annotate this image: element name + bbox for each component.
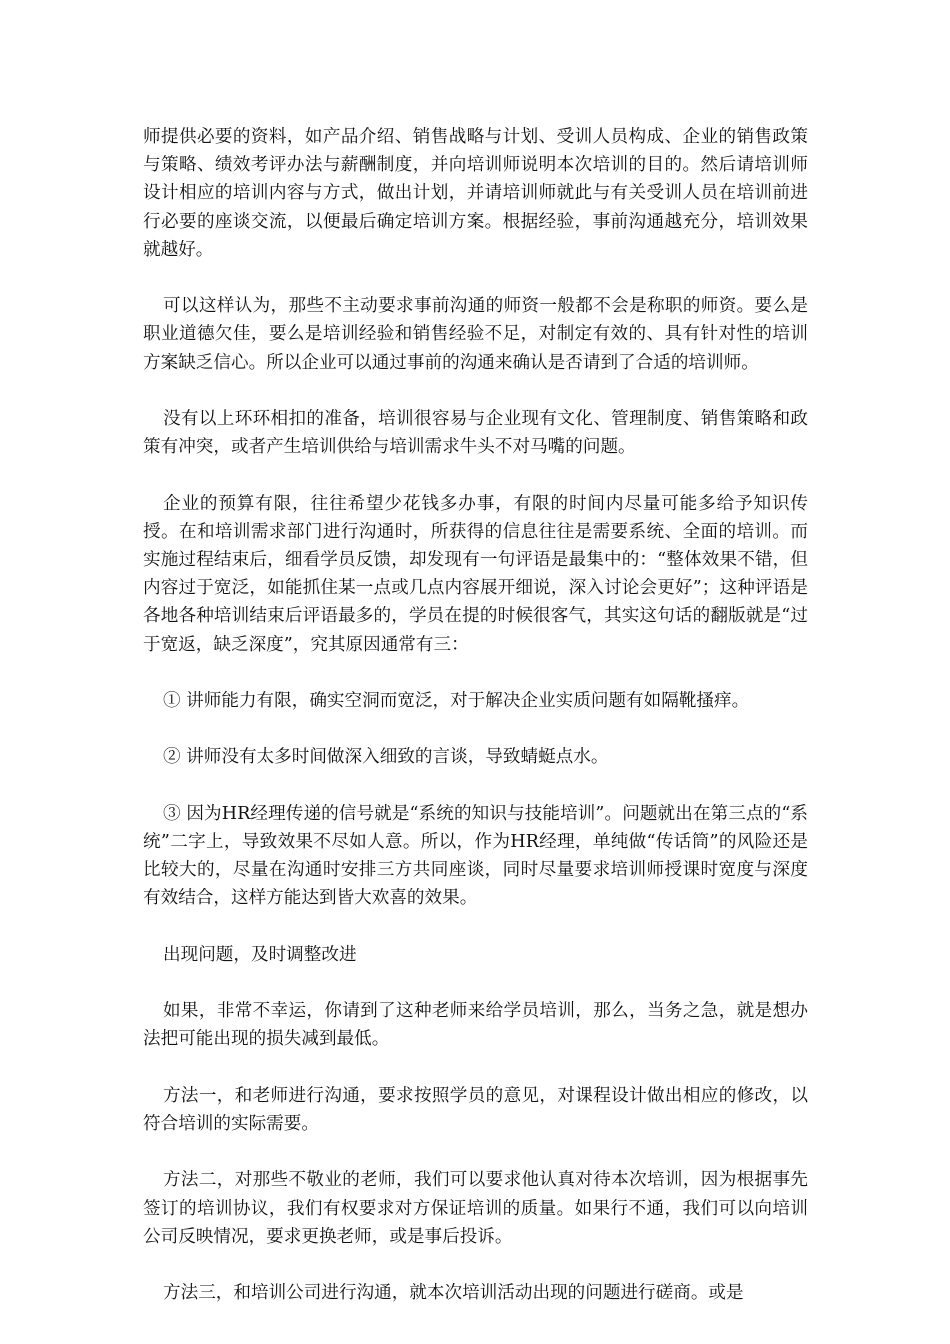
paragraph-2: 可以这样认为，那些不主动要求事前沟通的师资一般都不会是称职的师资。要么是职业道德欠佳，要么是培训经验和销售经验不足，对制定有效的、具有针对性的培训方案缺乏信心。所以企业可以通过事前的沟通来确认是否请到了合适的培训师。 [143,296,808,373]
document-body [143,123,808,1336]
paragraph-5: 如果，非常不幸运，你请到了这种老师来给学员培训，那么，当务之急，就是想办法把可能出现的损失减到最低。 [143,1001,808,1050]
paragraph-3: 没有以上环环相扣的准备，培训很容易与企业现有文化、管理制度、销售策略和政策有冲突，或者产生培训供给与培训需求牛头不对马嘴的问题。 [143,409,808,458]
paragraph-1: 师提供必要的资料，如产品介绍、销售战略与计划、受训人员构成、企业的销售政策与策略、绩效考评办法与薪酬制度，并向培训师说明本次培训的目的。然后请培训师设计相应的培训内容与方式，做出计划，并请培训师就此与有关受训人员在培训前进行必要的座谈交流，以便最后确定培训方案。根据经验，事前沟通越充分，培训效果就越好。 [143,127,808,260]
paragraph-6: 方法一，和老师进行沟通，要求按照学员的意见，对课程设计做出相应的修改，以符合培训的实际需要。 [143,1085,808,1134]
paragraph-8: 方法三，和培训公司进行沟通，就本次培训活动出现的问题进行磋商。或是 [163,1283,744,1304]
list-item-3: ③ 因为HR经理传递的信号就是“系统的知识与技能培训”。问题就出在第三点的“系统”二字上，导致效果不尽如人意。所以，作为HR经理，单纯做“传话筒”的风险还是比较大的，尽量在沟通时安排三方共同座谈，同时尽量要求培训师授课时宽度与深度有效结合，这样方能达到皆大欢喜的效果。 [143,803,808,909]
paragraph-7: 方法二，对那些不敬业的老师，我们可以要求他认真对待本次培训，因为根据事先签订的培训协议，我们有权要求对方保证培训的质量。如果行不通，我们可以向培训公司反映情况，要求更换老师，或是事后投诉。 [143,1170,808,1247]
section-heading: 出现问题，及时调整改进 [163,944,357,965]
list-item-1: ① 讲师能力有限，确实空洞而宽泛，对于解决企业实质问题有如隔靴搔痒。 [163,691,750,711]
paragraph-4: 企业的预算有限，往往希望少花钱多办事，有限的时间内尽量可能多给予知识传授。在和培训需求部门进行沟通时，所获得的信息往往是需要系统、全面的培训。而实施过程结束后，细看学员反馈，却发现有一句评语是最集中的：“整体效果不错，但内容过于宽泛，如能抓住某一点或几点内容展开细说，深入讨论会更好”；这种评语是各地各种培训结束后评语最多的，学员在提的时候很客气，其实这句话的翻版就是“过于宽返，缺乏深度”，究其原因通常有三： [143,493,808,655]
list-item-2: ② 讲师没有太多时间做深入细致的言谈，导致蜻蜓点水。 [163,747,609,768]
